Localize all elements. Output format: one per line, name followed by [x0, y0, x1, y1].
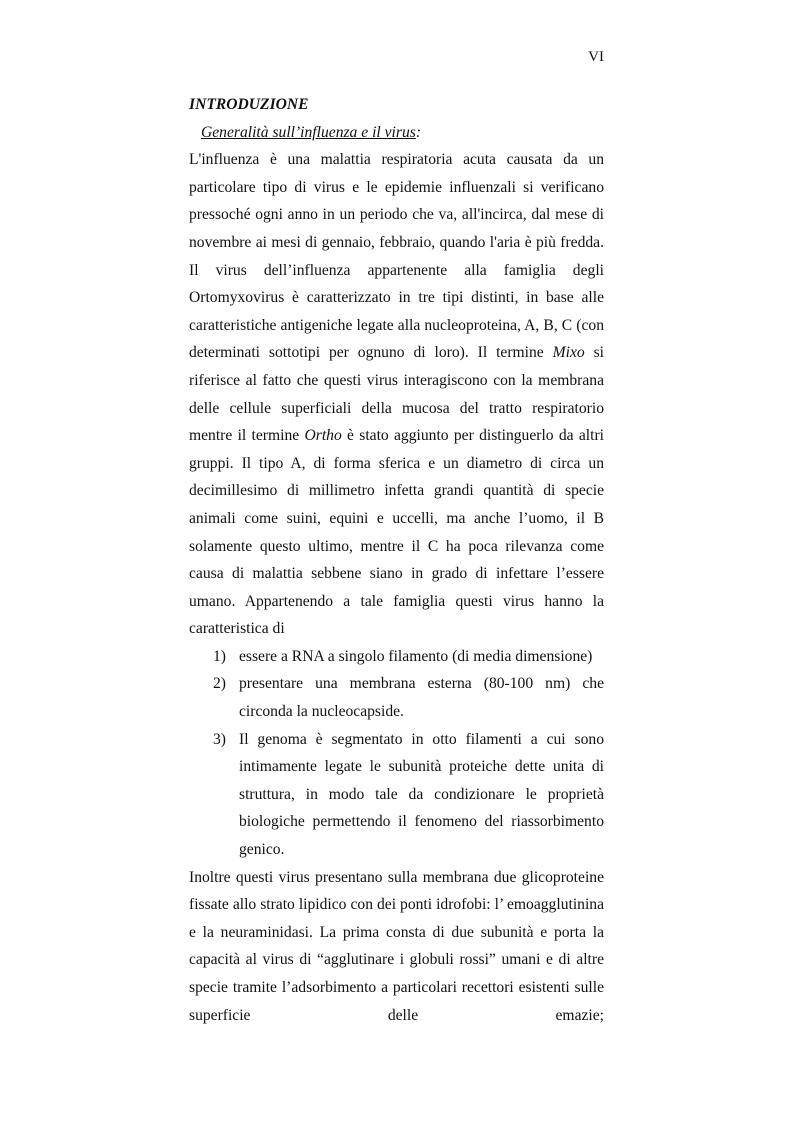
- section-heading: INTRODUZIONE: [189, 96, 309, 113]
- term-mixo: Mixo: [552, 344, 585, 362]
- list-item-number: 1): [213, 647, 226, 665]
- page-number: VI: [588, 49, 604, 65]
- paragraph-intro-part-c: è stato aggiunto per distinguerlo da altri gruppi. Il tipo A, di forma sferica e un diametro di circa un decimillesimo di millimetro infetta grandi quantità di specie animali come suini, equini e uccelli, ma anche l’uomo, il B solamente questo ultimo, mentre il C ha poca rilevanza come causa di malattia sebbene siano in grado di infettare l’essere umano. Appartenendo a tale famiglia questi virus hanno la caratteristica di: [189, 427, 604, 638]
- list-item: [189, 726, 604, 864]
- numbered-list: [189, 643, 604, 864]
- subsection-heading-colon: :: [415, 123, 422, 141]
- subsection-heading-text: Generalità sull’influenza e il virus: [201, 123, 416, 141]
- subsection-heading: [201, 119, 604, 147]
- list-item-number: 2): [213, 675, 226, 693]
- list-item-text: essere a RNA a singolo filamento (di media dimensione): [239, 647, 593, 665]
- list-item-text: presentare una membrana esterna (80-100 nm) che circonda la nucleocapside.: [239, 675, 604, 721]
- paragraph-intro: [189, 146, 604, 643]
- document-body: [189, 91, 604, 1029]
- term-ortho: Ortho: [304, 427, 342, 445]
- list-item: [189, 670, 604, 725]
- list-item-number: 3): [213, 730, 226, 748]
- list-item-text: Il genoma è segmentato in otto filamenti a cui sono intimamente legate le subunità proteiche dette unita di struttura, in modo tale da condizionare le proprietà biologiche permettendo il fenomeno del riassorbimento genico.: [239, 730, 604, 859]
- list-item: [189, 643, 604, 671]
- paragraph-intro-part-a: L'influenza è una malattia respiratoria acuta causata da un particolare tipo di virus e le epidemie influenzali si verificano pressoché ogni anno in un periodo che va, all'incirca, dal mese di novembre ai mesi di gennaio, febbraio, quando l'aria è più fredda. Il virus dell’influenza appartenente alla famiglia degli Ortomyxovirus è caratterizzato in tre tipi distinti, in base alle caratteristiche antigeniche legate alla nucleoproteina, A, B, C (con determinati sottotipi per ognuno di loro). Il termine: [189, 151, 604, 362]
- paragraph-glycoproteins: Inoltre questi virus presentano sulla membrana due glicoproteine fissate allo strato lipidico con dei ponti idrofobi: l’ emoagglutinina e la neuraminidasi. La prima consta di due subunità e porta la capacità al virus di “agglutinare i globuli rossi” umani e di altre specie tramite l’adsorbimento a particolari recettori esistenti sulle superficie delle emazie;: [189, 868, 604, 1024]
- paragraph-intro-part-b: si riferisce al fatto che questi virus interagiscono con la membrana delle cellule superficiali della mucosa del tratto respiratorio mentre il termine: [189, 344, 604, 445]
